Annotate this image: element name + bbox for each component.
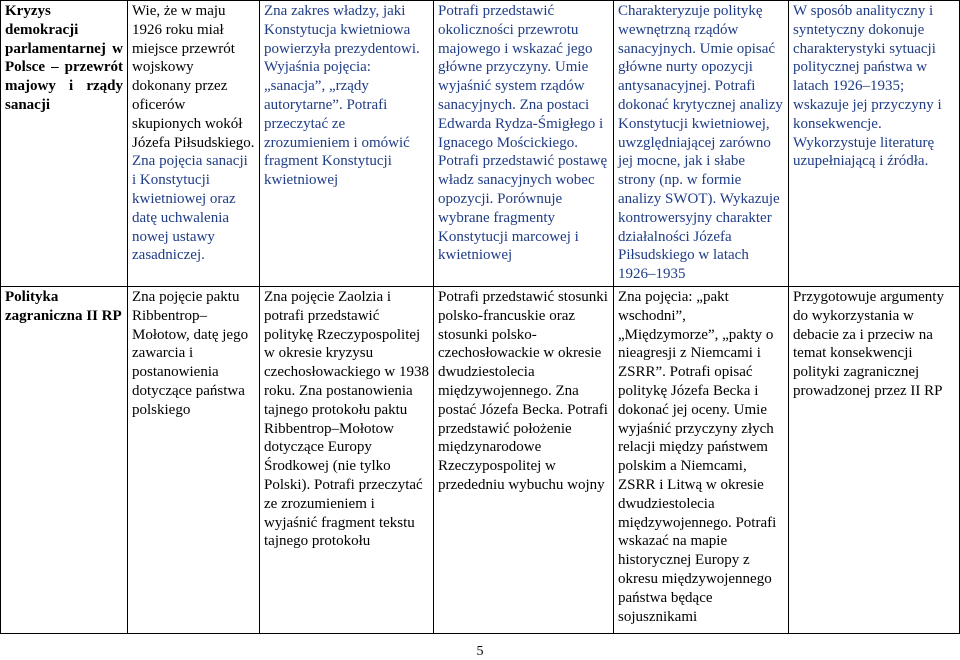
- grade-cell-4: [614, 287, 789, 634]
- grade-cell-3: [434, 1, 614, 287]
- topic-text: Polityka zagraniczna II RP: [5, 289, 122, 324]
- requirement-text: Zna pojęcie paktu Ribbentrop–Mołotow, datę jego zawarcia i postanowienia dotyczące państwa polskiego: [132, 289, 249, 418]
- requirement-text: Wie, że w maju 1926 roku miał miejsce przewrót wojskowy dokonany przez oficerów skupionych wokół Józefa Piłsudskiego.: [132, 3, 255, 151]
- page-number: 5: [476, 644, 484, 659]
- requirement-text: Zna pojęcie Zaolzia i potrafi przedstawić politykę Rzeczypospolitej w okresie kryzysu czechosłowackiego w 1938 roku. Zna postanowienia tajnego protokołu paktu Ribbentrop–Mołotow dotyczące Europy Środkowej (nie tylko Polski). Potrafi przeczytać ze zrozumieniem i wyjaśnić fragment tekstu tajnego protokołu: [264, 289, 429, 550]
- table-row: [1, 287, 960, 634]
- grade-cell-1: [128, 1, 260, 287]
- requirement-text: Zna postaci Edwarda Rydza-Śmigłego i Ignacego Mościckiego.: [438, 96, 604, 151]
- grade-cell-4: [614, 1, 789, 287]
- topic-cell: [1, 1, 128, 287]
- requirement-text: Potrafi dokonać krytycznej analizy Konstytucji kwietniowej, uwzględniającej zarówno jej mocne, jak i słabe strony (np. w formie analizy SWOT).: [618, 78, 783, 207]
- requirement-text: Potrafi przedstawić okoliczności przewrotu majowego i wskazać jego główne przyczyny.: [438, 3, 593, 76]
- topic-cell: [1, 287, 128, 634]
- requirement-text: Umie opisać główne nurty opozycji antysanacyjnej.: [618, 40, 776, 95]
- requirement-text: Wykorzystuje literaturę uzupełniającą i źródła.: [793, 134, 935, 170]
- grade-cell-5: [789, 1, 960, 287]
- requirement-text: Przygotowuje argumenty do wykorzystania w debacie za i przeciw na temat konsekwencji polityki zagranicznej prowadzonej przez II RP: [793, 289, 944, 399]
- requirement-text: Zna pojęcia sanacji i Konstytucji kwietniowej oraz datę uchwalenia nowej ustawy zasadniczej.: [132, 153, 248, 264]
- requirement-text: Zna zakres władzy, jaki Konstytucja kwietniowa powierzyła prezydentowi.: [264, 3, 420, 57]
- grade-cell-5: [789, 287, 960, 634]
- requirement-text: W sposób analityczny i syntetyczny dokonuje charakterystyki sytuacji politycznej państwa w latach 1926–1935; wskazuje jej przyczyny i konsekwencje.: [793, 3, 942, 132]
- requirement-text: Potrafi przedstawić postawę władz sanacyjnych wobec opozycji.: [438, 153, 608, 207]
- grade-cell-3: [434, 287, 614, 634]
- requirement-text: Porównuje wybrane fragmenty Konstytucji marcowej i kwietniowej: [438, 190, 579, 264]
- grade-cell-2: [260, 1, 434, 287]
- requirement-text: Wykazuje kontrowersyjny charakter działalności Józefa Piłsudskiego w latach 1926–1935: [618, 190, 780, 283]
- table-row: [1, 1, 960, 287]
- requirement-text: Zna pojęcia: „pakt wschodni”, „Międzymorze”, „pakty o nieagresji z Niemcami i ZSRR”. Potrafi opisać politykę Józefa Becka i dokonać jej oceny. Umie wyjaśnić przyczyny złych relacji między państwem polskim a Niemcami, ZSRR i Litwą w okresie dwudziestolecia międzywojennego. Potrafi wskazać na mapie historycznej Europy z okresu międzywojennego państwa będące sojusznikami: [618, 289, 777, 625]
- requirement-text: Wyjaśnia pojęcia: „sanacja”, „rządy autorytarne”.: [264, 59, 371, 113]
- grade-cell-1: [128, 287, 260, 634]
- requirement-text: Charakteryzuje politykę wewnętrzną rządów sanacyjnych.: [618, 3, 763, 57]
- requirement-text: Umie wyjaśnić system rządów sanacyjnych.: [438, 59, 589, 113]
- grade-cell-2: [260, 287, 434, 634]
- topic-text: Kryzys demokracji parlamentarnej w Polsce – przewrót majowy i rządy sanacji: [5, 3, 123, 113]
- requirement-text: Potrafi przeczytać ze zrozumieniem i omówić fragment Konstytucji kwietniowej: [264, 96, 410, 189]
- requirement-text: Potrafi przedstawić stosunki polsko-francuskie oraz stosunki polsko-czechosłowackie w okresie dwudziestolecia międzywojennego. Zna postać Józefa Becka. Potrafi przedstawić położenie międzynarodowe Rzeczypospolitej w przededniu wybuchu wojny: [438, 289, 608, 493]
